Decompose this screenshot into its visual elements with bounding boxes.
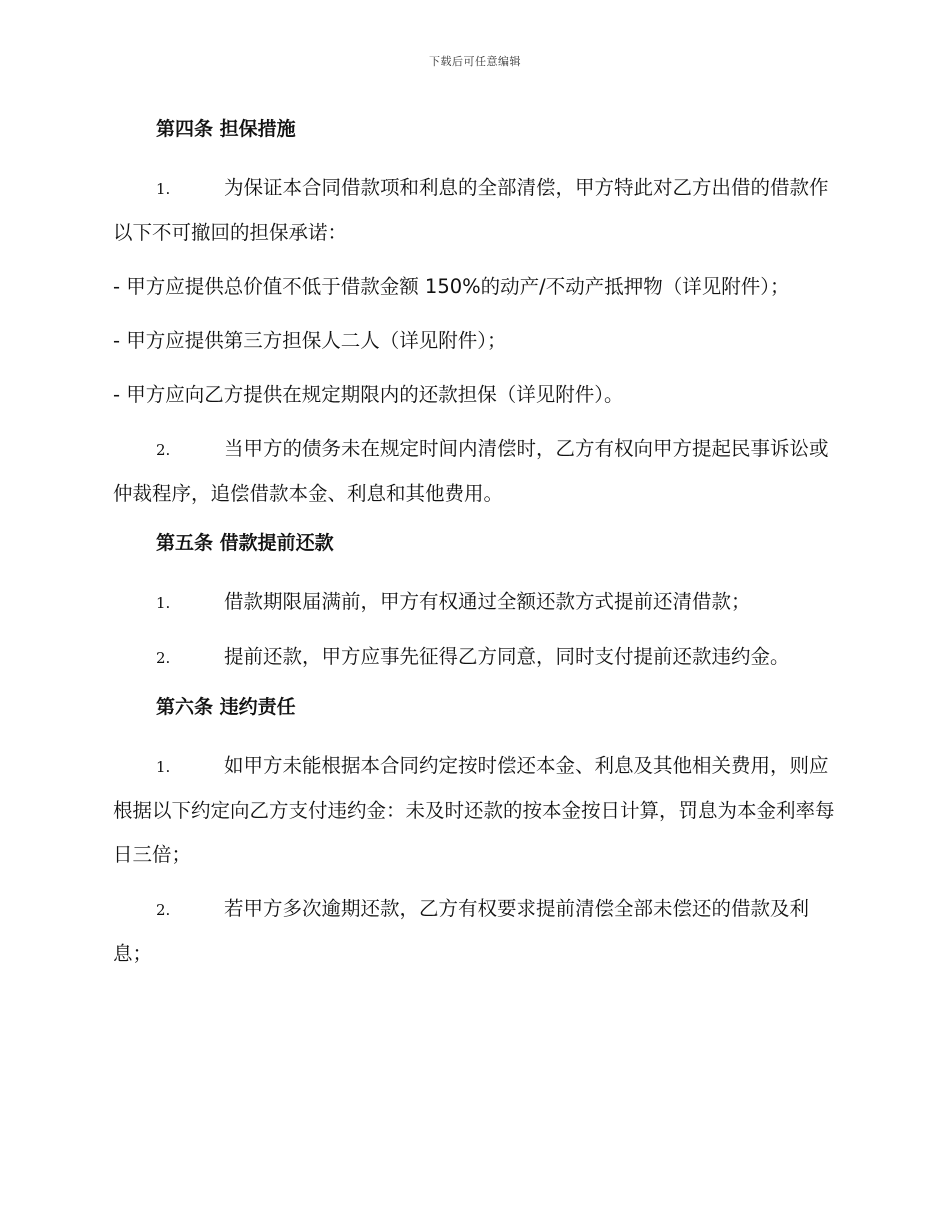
clause-text: 如甲方未能根据本合同约定按时偿还本金、利息及其他相关费用，则应根据以下约定向乙方支付违约金：未及时还款的按本金按日计算，罚息为本金利率每日三倍； (113, 754, 835, 866)
clause-number: 2. (156, 649, 171, 667)
section-6 (113, 690, 837, 976)
clause-item (113, 166, 837, 255)
section-heading: 第五条 借款提前还款 (156, 532, 334, 554)
clause-text: 为保证本合同借款项和利息的全部清偿，甲方特此对乙方出借的借款作以下不可撤回的担保承诺： (113, 176, 829, 244)
clause-text: 借款期限届满前，甲方有权通过全额还款方式提前还清借款； (224, 590, 751, 613)
clause-text: 若甲方多次逾期还款，乙方有权要求提前清偿全部未偿还的借款及利息； (113, 897, 810, 965)
section-5 (113, 526, 837, 680)
section-4 (113, 112, 837, 516)
clause-item (113, 635, 837, 680)
clause-number: 1. (156, 594, 171, 612)
clause-text: 提前还款，甲方应事先征得乙方同意，同时支付提前还款违约金。 (224, 645, 790, 668)
bullet-item: - 甲方应向乙方提供在规定期限内的还款担保（详见附件）。 (113, 383, 624, 406)
bullet-item: - 甲方应提供总价值不低于借款金额 150%的动产/不动产抵押物（详见附件）； (113, 275, 790, 298)
clause-text: 当甲方的债务未在规定时间内清偿时，乙方有权向甲方提起民事诉讼或仲裁程序，追偿借款本金、利息和其他费用。 (113, 437, 829, 505)
clause-number: 2. (156, 901, 171, 919)
document-body (113, 112, 837, 986)
section-heading: 第六条 违约责任 (156, 696, 296, 718)
clause-item (113, 427, 837, 516)
clause-number: 1. (156, 758, 171, 776)
clause-item (113, 580, 837, 625)
section-heading: 第四条 担保措施 (156, 118, 296, 140)
bullet-item: - 甲方应提供第三方担保人二人（详见附件）； (113, 329, 507, 352)
clause-number: 1. (156, 180, 171, 198)
clause-item (113, 887, 837, 976)
clause-item (113, 744, 837, 877)
clause-number: 2. (156, 441, 171, 459)
page-header: 下载后可任意编辑 (429, 55, 521, 68)
